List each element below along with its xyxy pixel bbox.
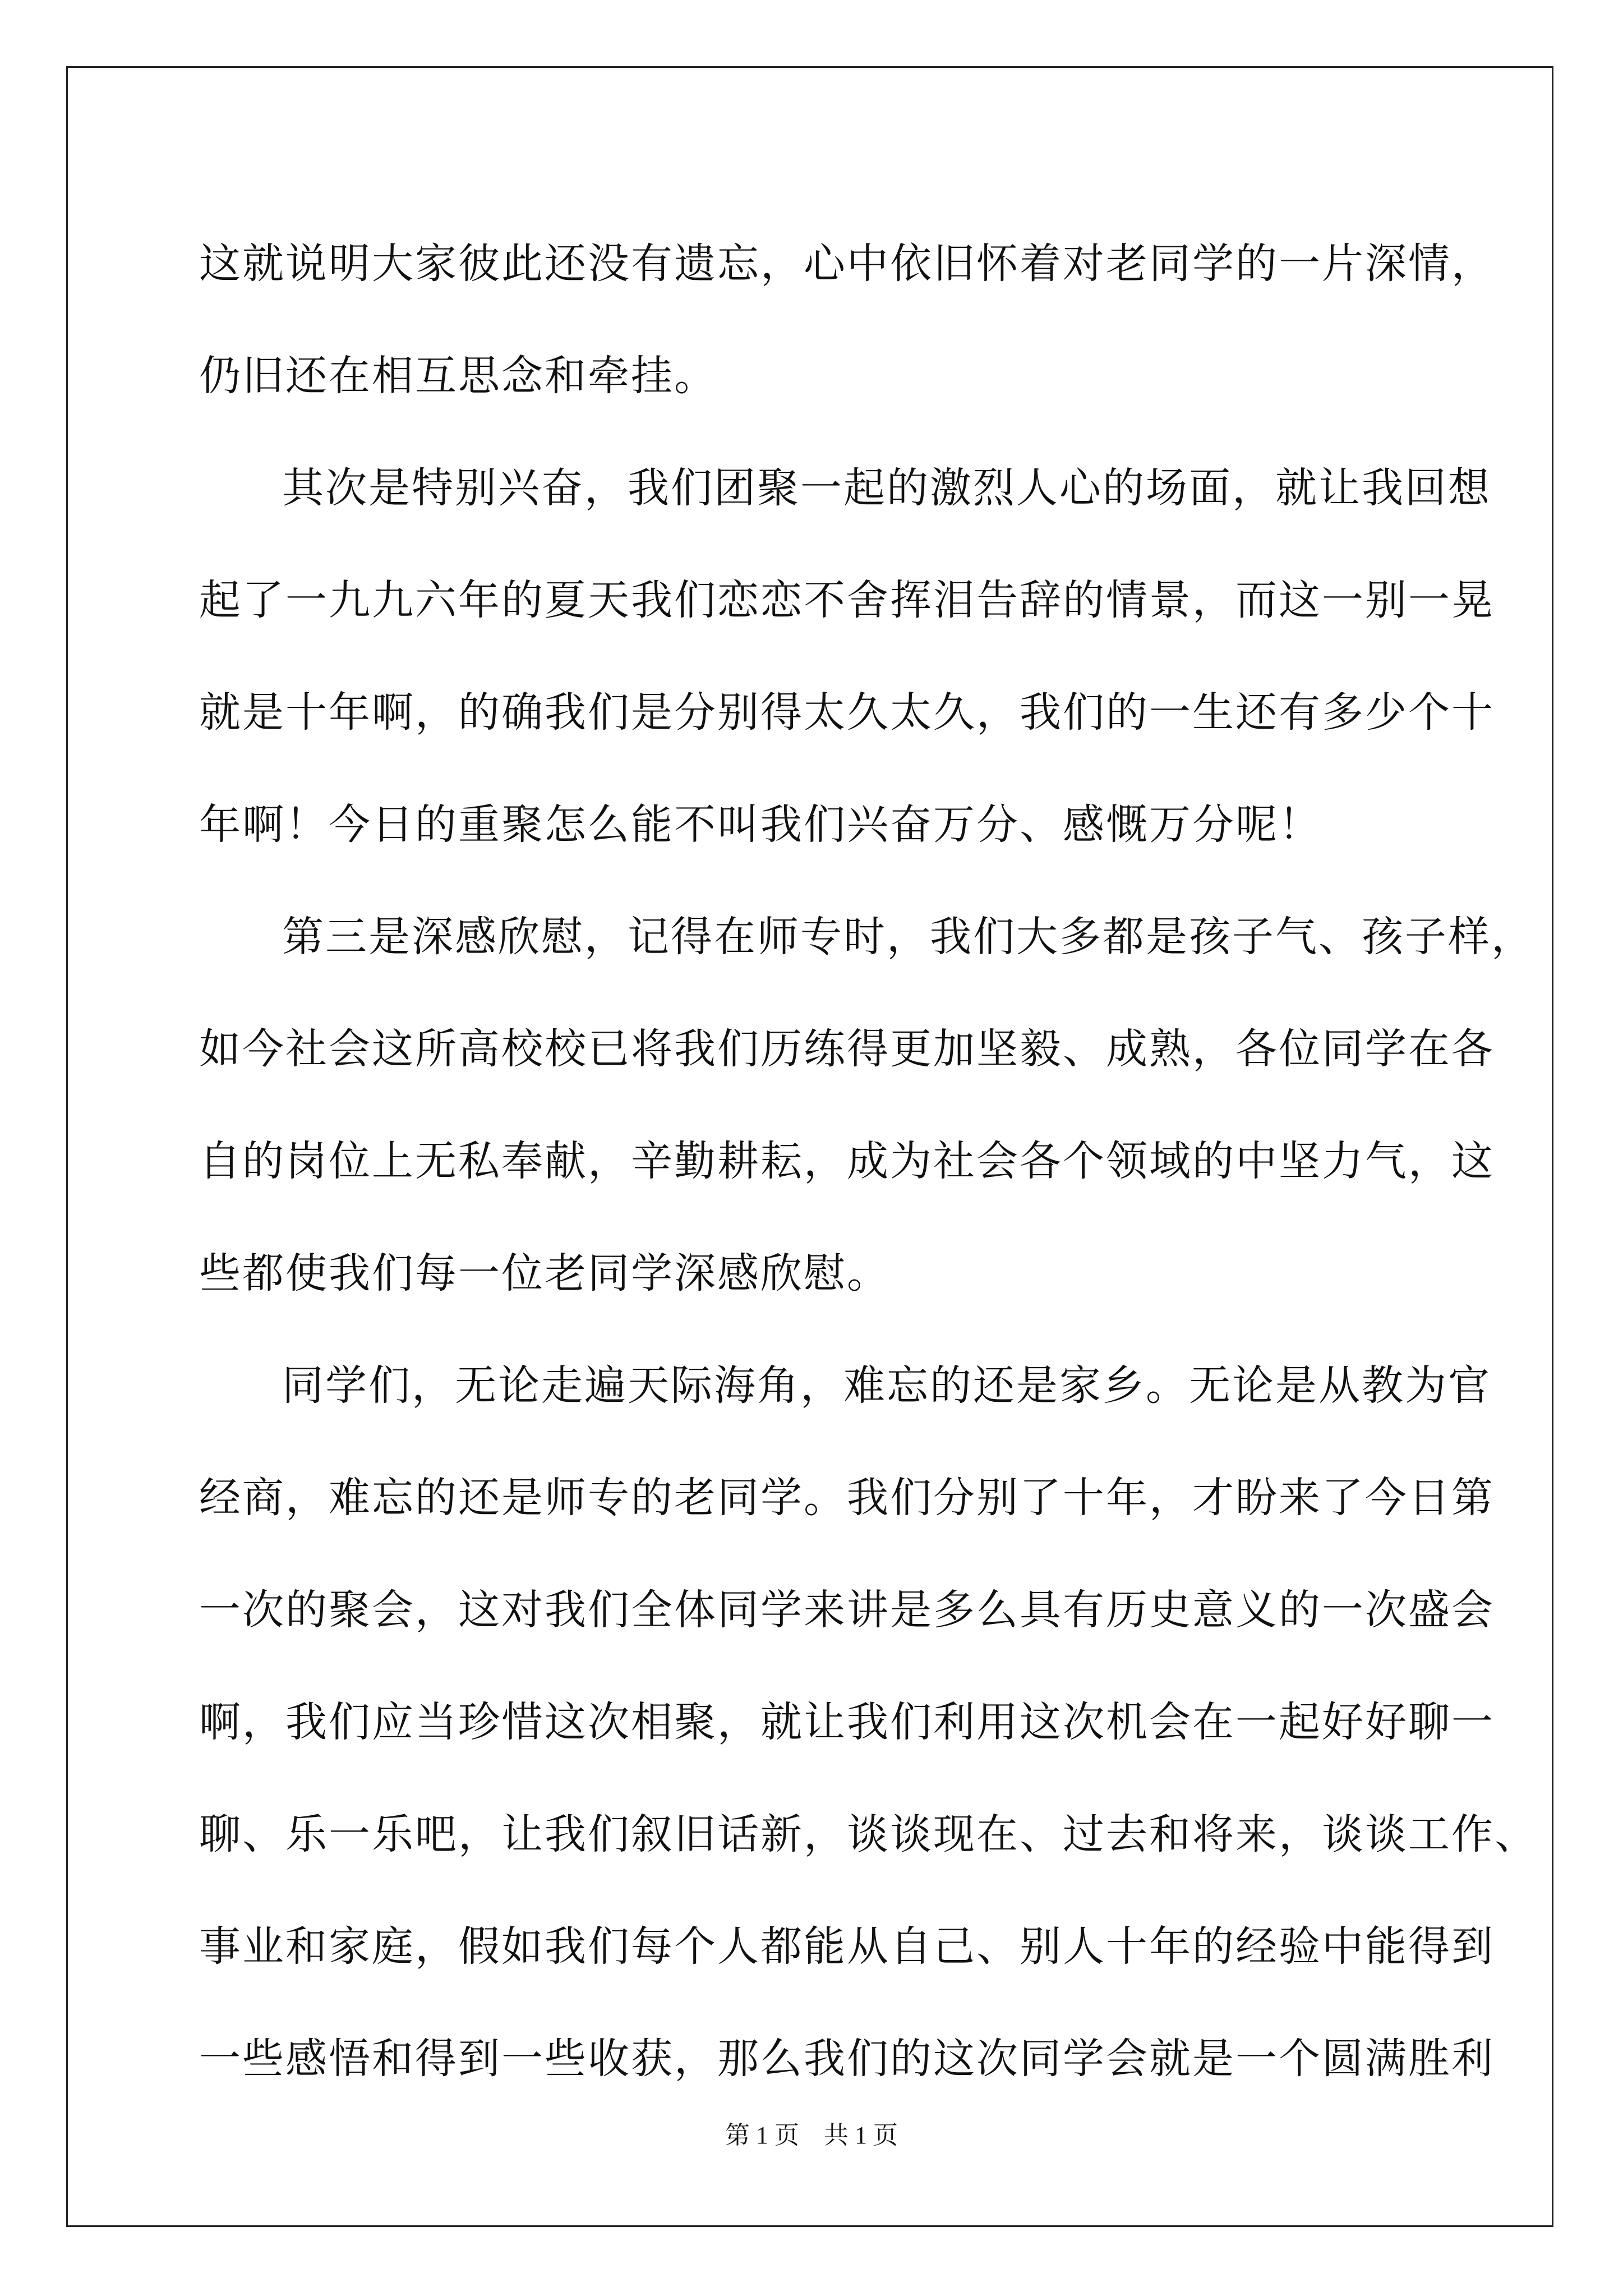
text-line: 些都使我们每一位老同学深感欣慰。: [199, 1249, 890, 1297]
text-line: 一次的聚会，这对我们全体同学来讲是多么具有历史意义的一次盛会: [199, 1586, 1495, 1634]
text-line: 这就说明大家彼此还没有遗忘，心中依旧怀着对老同学的一片深情，: [199, 240, 1495, 288]
text-line: 聊、乐一乐吧，让我们叙旧话新，谈谈现在、过去和将来，谈谈工作、: [199, 1810, 1538, 1858]
text-line: 事业和家庭，假如我们每个人都能从自己、别人十年的经验中能得到: [199, 1922, 1495, 1971]
document-body: [199, 208, 1538, 2115]
text-line: 经商，难忘的还是师专的老同学。我们分别了十年，才盼来了今日第: [199, 1474, 1495, 1522]
text-line: 同学们，无论走遍天际海角，难忘的还是家乡。无论是从教为官: [282, 1361, 1491, 1410]
text-line: 其次是特别兴奋，我们团聚一起的激烈人心的场面，就让我回想: [282, 464, 1491, 512]
text-line: 年啊！今日的重聚怎么能不叫我们兴奋万分、感慨万分呢！: [199, 800, 1322, 849]
text-line: 啊，我们应当珍惜这次相聚，就让我们利用这次机会在一起好好聊一: [199, 1698, 1495, 1746]
text-line: 一些感悟和得到一些收获，那么我们的这次同学会就是一个圆满胜利: [199, 2035, 1495, 2083]
text-line: 自的岗位上无私奉献，辛勤耕耘，成为社会各个领域的中坚力气，这: [199, 1137, 1495, 1185]
text-line: 就是十年啊，的确我们是分别得太久太久，我们的一生还有多少个十: [199, 688, 1495, 737]
page-number-footer: 第 1 页 共 1 页: [725, 2122, 898, 2149]
text-line: 起了一九九六年的夏天我们恋恋不舍挥泪告辞的情景，而这一别一晃: [199, 576, 1495, 624]
text-line: 如今社会这所高校校已将我们历练得更加坚毅、成熟，各位同学在各: [199, 1025, 1495, 1073]
text-line: 仍旧还在相互思念和牵挂。: [199, 352, 717, 400]
text-line: 第三是深感欣慰，记得在师专时，我们大多都是孩子气、孩子样，: [282, 913, 1534, 961]
